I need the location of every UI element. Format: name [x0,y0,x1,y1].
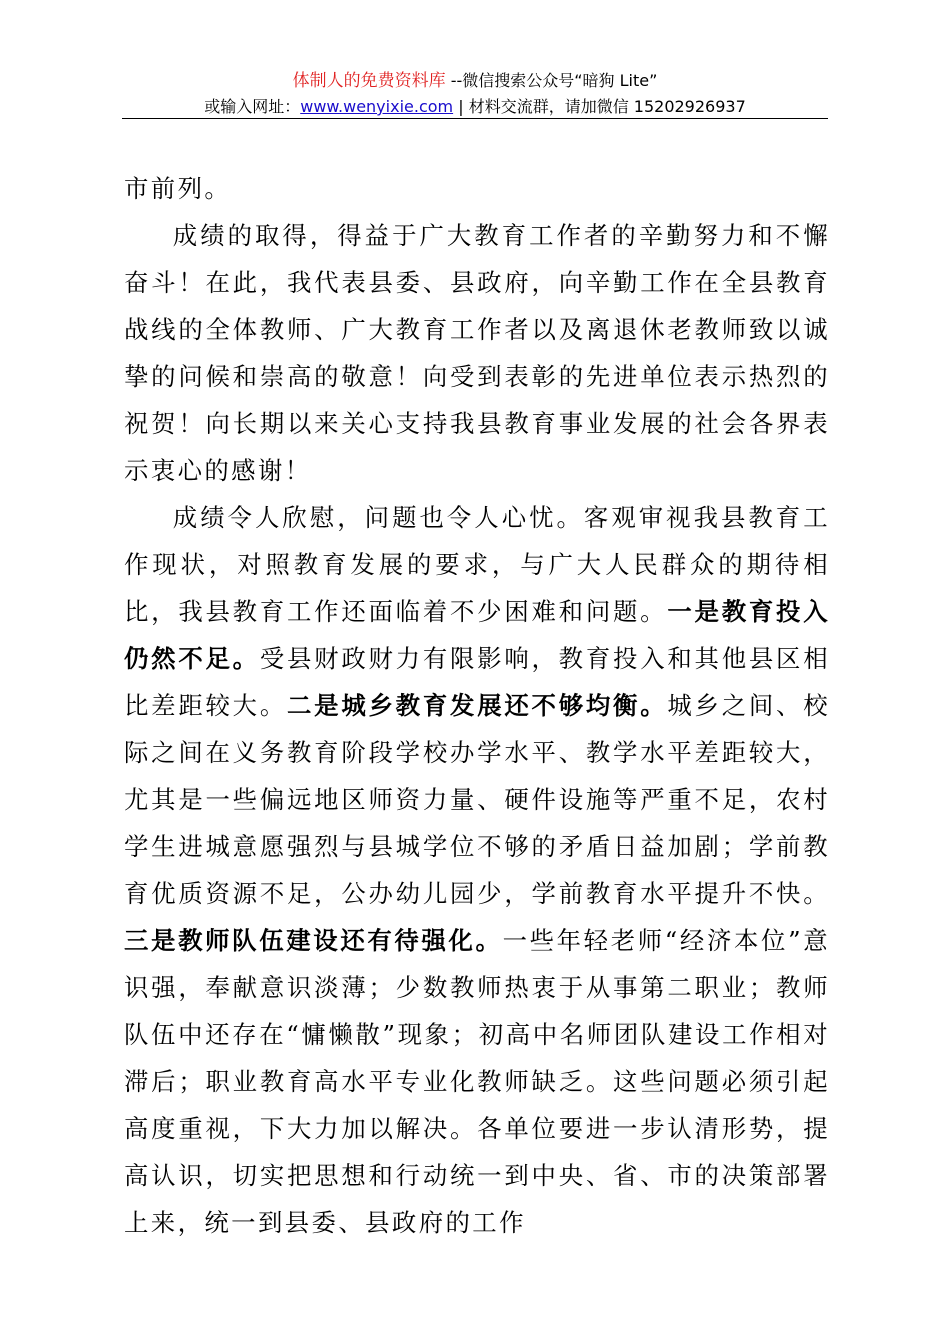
point-2-text: 城乡之间、校际之间在义务教育阶段学校办学水平、教学水平差距较大，尤其是一些偏远地区师资力量、硬件设施等严重不足，农村学生进城意愿强烈与县城学位不够的矛盾日益加剧；学前教育优质资源不足，公办幼儿园少，学前教育水平提升不快。 [124,691,831,908]
point-3-title: 三是教师队伍建设还有待强化。 [124,926,503,955]
header-site-link[interactable]: www.wenyixie.com [300,97,454,116]
paragraph-0: 市前列。 [124,174,232,203]
header-line-1 [120,68,830,94]
header-site-prefix: 或输入网址： [204,97,301,116]
header-wechat: --微信搜索公众号“暗狗 Lite” [450,71,658,90]
paragraph-1: 成绩的取得，得益于广大教育工作者的辛勤努力和不懈奋斗！在此，我代表县委、县政府，向辛勤工作在全县教育战线的全体教师、广大教育工作者以及离退休老教师致以诚挚的问候和崇高的敬意！向受到表彰的先进单位表示热烈的祝贺！向长期以来关心支持我县教育事业发展的社会各界表示衷心的感谢！ [124,221,830,485]
point-1-text: 受县财政财力有限影响，教育投入和其他县区相比差距较大。 [124,644,830,720]
page-header [120,68,830,119]
point-3-text: 一些年轻老师“经济本位”意识强，奉献意识淡薄；少数教师热衷于从事第二职业；教师队伍中还存在“慵懒散”现象；初高中名师团队建设工作相对滞后；职业教育高水平专业化教师缺乏。这些问题必须引起高度重视，下大力加以解决。各单位要进一步认清形势，提高认识，切实把思想和行动统一到中央、省、市的决策部署上来，统一到县委、县政府的工作 [124,926,830,1237]
header-divider [122,118,828,119]
paragraph-2 [124,494,830,1246]
header-group-text: 材料交流群，请加微信 15202926937 [468,97,746,116]
header-separator: | [458,97,464,116]
header-line-2 [120,94,830,119]
paragraph-2-intro: 成绩令人欣慰，问题也令人心忧。客观审视我县教育工作现状，对照教育发展的要求，与广大人民群众的期待相比，我县教育工作还面临着不少困难和问题。 [124,503,830,626]
point-2-title: 二是城乡教育发展还不够均衡。 [287,691,668,720]
point-1-title: 一是教育投入仍然不足。 [124,597,830,673]
header-brand: 体制人的免费资料库 [292,71,446,91]
document-body [124,165,830,1246]
